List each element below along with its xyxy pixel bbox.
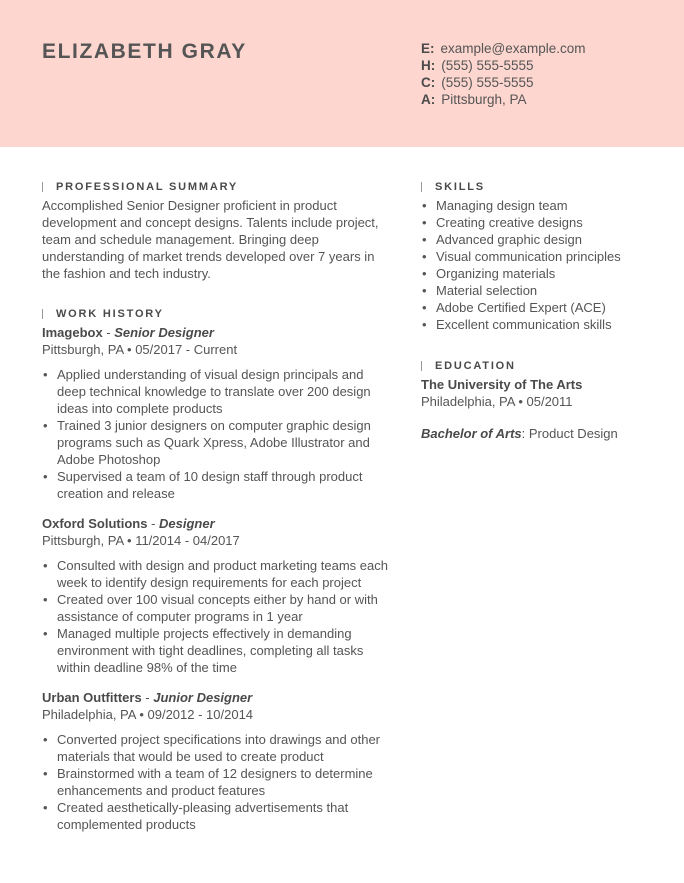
job-role: Junior Designer (153, 690, 253, 705)
section-divider (42, 309, 43, 319)
education-location-date: Philadelphia, PA • 05/2011 (421, 394, 573, 409)
contact-label: E: (421, 41, 435, 56)
job-separator: - (147, 516, 160, 531)
list-item: • Creating creative designs (421, 214, 661, 231)
list-item: • Brainstormed with a team of 12 designers to determine enhancements and product features (42, 765, 392, 799)
education-school: The University of The Arts (421, 377, 583, 392)
skills-list (421, 197, 661, 333)
list-item: • Material selection (421, 282, 661, 299)
degree-name: Bachelor of Arts (421, 426, 522, 441)
contact-address (421, 91, 586, 108)
job-role: Senior Designer (114, 325, 214, 340)
contact-value: example@example.com (440, 41, 586, 56)
contact-label: H: (421, 58, 436, 73)
contact-home-phone (421, 57, 586, 74)
section-divider (42, 182, 43, 192)
job-separator: - (102, 325, 115, 340)
list-item: • Visual communication principles (421, 248, 661, 265)
section-title-text: EDUCATION (435, 360, 516, 372)
section-divider (421, 361, 422, 371)
candidate-name: ELIZABETH GRAY (42, 40, 247, 63)
list-item: • Managing design team (421, 197, 661, 214)
job-location-dates: Pittsburgh, PA • 11/2014 - 04/2017 (42, 533, 240, 548)
education-degree (421, 425, 661, 442)
contact-cell-phone (421, 74, 586, 91)
list-item: • Consulted with design and product marketing teams each week to identify design requirements for each project (42, 557, 392, 591)
contact-label: C: (421, 75, 436, 90)
list-item: • Excellent communication skills (421, 316, 661, 333)
job-entry (42, 515, 392, 676)
job-location-dates: Pittsburgh, PA • 05/2017 - Current (42, 342, 238, 357)
job-bullets (42, 366, 392, 502)
list-item: • Trained 3 junior designers on computer graphic design programs such as Quark Xpress, Adobe Illustrator and Adobe Photoshop (42, 417, 392, 468)
section-title-summary (42, 180, 392, 194)
job-company: Urban Outfitters (42, 690, 142, 705)
section-title-skills (421, 180, 661, 194)
contact-label: A: (421, 92, 436, 107)
list-item: • Created over 100 visual concepts either by hand or with assistance of computer programs in 1 year (42, 591, 392, 625)
degree-separator: : (521, 426, 529, 441)
job-bullets (42, 557, 392, 676)
list-item: • Adobe Certified Expert (ACE) (421, 299, 661, 316)
job-bullets (42, 731, 392, 833)
job-location-dates: Philadelphia, PA • 09/2012 - 10/2014 (42, 707, 254, 722)
job-heading (42, 324, 392, 341)
section-title-text: SKILLS (435, 181, 485, 193)
list-item: • Advanced graphic design (421, 231, 661, 248)
section-title-text: PROFESSIONAL SUMMARY (56, 181, 239, 193)
list-item: • Managed multiple projects effectively in demanding environment with tight deadlines, completing all tasks within deadline 98% of the time (42, 625, 392, 676)
section-divider (421, 182, 422, 192)
list-item: • Created aesthetically-pleasing advertisements that complemented products (42, 799, 392, 833)
job-heading (42, 515, 392, 532)
list-item: • Supervised a team of 10 design staff through product creation and release (42, 468, 392, 502)
job-separator: - (141, 690, 154, 705)
list-item: • Organizing materials (421, 265, 661, 282)
left-column (42, 180, 392, 833)
summary-text: Accomplished Senior Designer proficient in product development and concept designs. Talents include project, team and schedule management. Bringing deep understanding of market trends developed over 7 years in the fashion and tech industry. (42, 198, 379, 281)
contact-block (421, 40, 586, 108)
job-role: Designer (159, 516, 215, 531)
degree-field: Product Design (528, 426, 618, 441)
job-entry (42, 689, 392, 833)
contact-value: Pittsburgh, PA (441, 92, 527, 107)
section-title-text: WORK HISTORY (56, 308, 164, 320)
contact-email (421, 40, 586, 57)
section-title-education (421, 359, 661, 373)
list-item: • Applied understanding of visual design principals and deep technical knowledge to translate over 200 design ideas into complete products (42, 366, 392, 417)
right-column (421, 180, 661, 442)
resume-header (0, 0, 684, 147)
job-entry (42, 324, 392, 502)
contact-value: (555) 555-5555 (441, 75, 534, 90)
job-company: Oxford Solutions (42, 516, 148, 531)
list-item: • Converted project specifications into drawings and other materials that would be used to create product (42, 731, 392, 765)
job-company: Imagebox (42, 325, 103, 340)
job-heading (42, 689, 392, 706)
contact-value: (555) 555-5555 (441, 58, 534, 73)
section-title-work-history (42, 307, 392, 321)
